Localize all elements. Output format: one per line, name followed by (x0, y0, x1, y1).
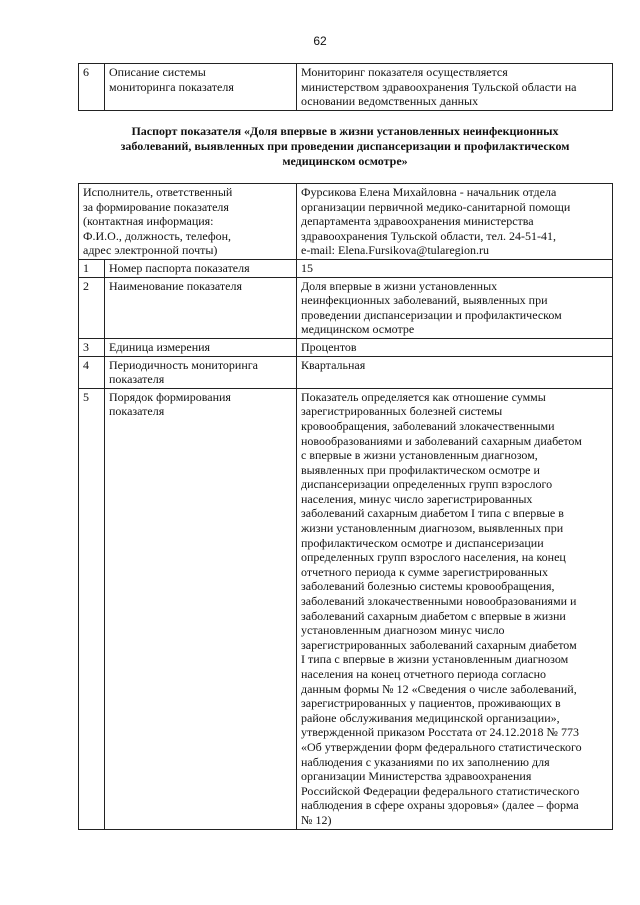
row-value-line: 15 (301, 260, 313, 275)
row-label-line: Наименование показателя (109, 278, 242, 293)
row-label-line: мониторинга показателя (109, 79, 234, 94)
row-value-line: Доля впервые в жизни установленных (301, 278, 498, 293)
row-label-line: Описание системы (109, 65, 206, 79)
row-value-line: наблюдения с указаниями по их заполнению для (301, 754, 550, 769)
row-number: 2 (79, 277, 105, 338)
row-value-line: кровообращения, заболеваний злокачественными (301, 418, 555, 433)
row-value-line: зарегистрированных у пациентов, проживающих в (301, 696, 561, 711)
row-value-line: Российской Федерации федерального статистического (301, 783, 580, 798)
row-label (105, 356, 297, 388)
row-value-line: жизни установленным диагнозом, выявленных при (301, 521, 564, 536)
executor-label-line: Исполнитель, ответственный (83, 185, 233, 199)
row-value-line: неинфекционных заболеваний, выявленных при (301, 293, 548, 308)
row-value-line: районе обслуживания медицинской организации», (301, 710, 560, 725)
passport-heading-line: медицинском осмотре» (282, 154, 408, 168)
passport-row (79, 338, 613, 356)
monitoring-row (79, 64, 613, 111)
row-label-line: Периодичность мониторинга (109, 357, 259, 372)
row-label-line: Номер паспорта показателя (109, 260, 250, 275)
row-value-line: министерством здравоохранения Тульской области на (301, 79, 577, 94)
row-value-line: Квартальная (301, 357, 366, 372)
row-value-line: Мониторинг показателя осуществляется (301, 65, 508, 79)
monitoring-table (78, 63, 613, 111)
page-number: 62 (313, 34, 327, 48)
row-label-line: показателя (109, 404, 165, 419)
row-value-line: зарегистрированных заболеваний сахарным диабетом (301, 637, 577, 652)
passport-row (79, 388, 613, 829)
row-value-line: проведении диспансеризации и профилактическом (301, 307, 562, 322)
passport-row (79, 356, 613, 388)
executor-value-line: организации первичной медико-санитарной помощи (301, 199, 571, 214)
passport-heading-line: Паспорт показателя «Доля впервые в жизни установленных неинфекционных (131, 124, 559, 138)
row-value-line: заболеваний сахарным диабетом с впервые в жизни (301, 608, 566, 623)
executor-label-line: адрес электронной почты) (83, 243, 218, 258)
row-value-line: Показатель определяется как отношение суммы (301, 389, 546, 404)
row-value (297, 388, 613, 829)
row-value-line: организации Министерства здравоохранения (301, 769, 532, 784)
passport-row (79, 277, 613, 338)
executor-value-line: Фурсикова Елена Михайловна - начальник отдела (301, 185, 557, 199)
executor-label-line: Ф.И.О., должность, телефон, (83, 228, 232, 243)
row-value-line: определенных групп взрослого населения, на конец (301, 550, 566, 565)
row-number: 1 (79, 259, 105, 277)
executor-value-line: здравоохранения Тульской области, тел. 24-51-41, (301, 228, 556, 243)
row-value-line: диспансеризации определенных групп взрослого (301, 477, 553, 492)
row-label-line: показателя (109, 372, 165, 387)
row-value-line: зарегистрированных болезней системы (301, 404, 503, 419)
row-value-line: «Об утверждении форм федерального статистического (301, 739, 582, 754)
row-value (297, 259, 613, 277)
row-number: 5 (79, 388, 105, 829)
row-value (297, 338, 613, 356)
row-value-line: основании ведомственных данных (301, 94, 479, 109)
row-value-line: наблюдения в сфере охраны здоровья» (далее – форма (301, 798, 579, 813)
row-value-line: заболеваний сахарным диабетом I типа с впервые в (301, 506, 564, 521)
row-label (105, 388, 297, 829)
row-value-line: профилактическом осмотре и диспансеризации (301, 535, 544, 550)
row-value (297, 356, 613, 388)
row-label (105, 259, 297, 277)
row-value-line: заболеваний болезнью системы кровообращения, (301, 579, 555, 594)
row-value-line: I типа с впервые в жизни установленным диагнозом (301, 652, 569, 667)
executor-value-cell (297, 184, 613, 260)
passport-row (79, 259, 613, 277)
row-value (297, 277, 613, 338)
executor-value-line: e-mail: Elena.Fursikova@tularegion.ru (301, 243, 489, 258)
row-value-line: медицинском осмотре (301, 322, 415, 337)
row-value (297, 64, 613, 111)
row-label (105, 338, 297, 356)
row-value-line: с впервые в жизни установленным диагнозом, (301, 448, 538, 463)
passport-heading (78, 124, 612, 169)
executor-label-line: за формирование показателя (83, 199, 229, 214)
row-label (105, 277, 297, 338)
executor-label-line: (контактная информация: (83, 214, 214, 229)
row-value-line: утвержденной приказом Росстата от 24.12.2018 № 773 (301, 725, 579, 740)
row-value-line: населения на конец отчетного периода согласно (301, 667, 547, 681)
executor-label-cell (79, 184, 297, 260)
row-value-line: заболеваний злокачественными новообразованиями и (301, 594, 577, 609)
passport-heading-line: заболеваний, выявленных при проведении диспансеризации и профилактическом (120, 139, 570, 153)
row-value-line: отчетного периода к сумме зарегистрированных (301, 564, 548, 579)
row-value-line: данным формы № 12 «Сведения о числе заболеваний, (301, 681, 577, 696)
row-label-line: Единица измерения (109, 339, 211, 354)
row-number: 3 (79, 338, 105, 356)
row-value-line: Процентов (301, 339, 357, 354)
executor-row (79, 184, 613, 260)
passport-table (78, 183, 613, 830)
row-value-line: выявленных при профилактическом осмотре и (301, 462, 540, 477)
row-value-line: установленным диагнозом минус число (301, 623, 505, 638)
row-value-line: населения, минус число зарегистрированных (301, 491, 533, 506)
row-label (105, 64, 297, 111)
row-value-line: новообразованиями и заболеваний сахарным диабетом (301, 433, 582, 448)
row-value-line: № 12) (301, 812, 332, 827)
row-number: 6 (79, 64, 105, 111)
executor-value-line: департамента здравоохранения министерства (301, 214, 534, 229)
row-number: 4 (79, 356, 105, 388)
row-label-line: Порядок формирования (109, 389, 231, 404)
